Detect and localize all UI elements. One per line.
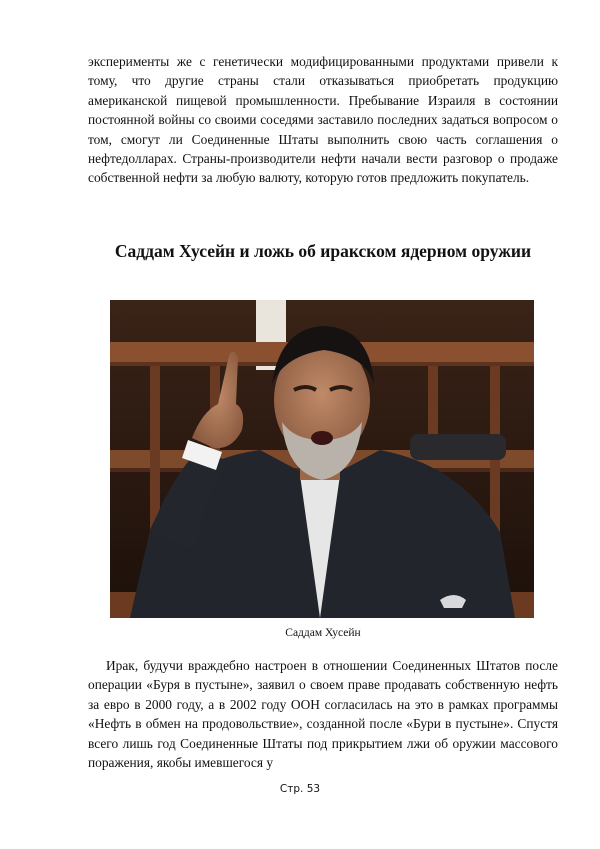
page-number: Стр. 53 <box>279 783 321 795</box>
section-heading: Саддам Хусейн и ложь об иракском ядерном оружии <box>114 241 532 261</box>
body-paragraph-top: эксперименты же с генетически модифицированными продуктами привели к тому, что другие страны стали отказываться приобретать продукцию американской пищевой промышленности. Пребывание Израиля в состоянии постоянной войны со своими соседями заставило последних задаться вопросом о том, смогут ли Соединенные Штаты выполнить свою часть соглашения о нефтедолларах. Страны-производители нефти начали вести разговор о продаже собственной нефти за любую валюту, которую готов предложить покупатель. <box>88 54 558 186</box>
photo-caption: Саддам Хусейн <box>285 627 361 639</box>
photo-saddam-hussein <box>110 300 534 618</box>
body-paragraph-bottom: Ирак, будучи враждебно настроен в отношении Соединенных Штатов после операции «Буря в пустыне», заявил о своем праве продавать собственную нефть за евро в 2000 году, а в 2002 году ООН согласилась на это в рамках программы «Нефть в обмен на продовольствие», созданной после «Бури в пустыне». Спустя всего лишь год Соединенные Штаты под прикрытием лжи об оружии массового поражения, якобы имевшегося у <box>88 658 558 771</box>
